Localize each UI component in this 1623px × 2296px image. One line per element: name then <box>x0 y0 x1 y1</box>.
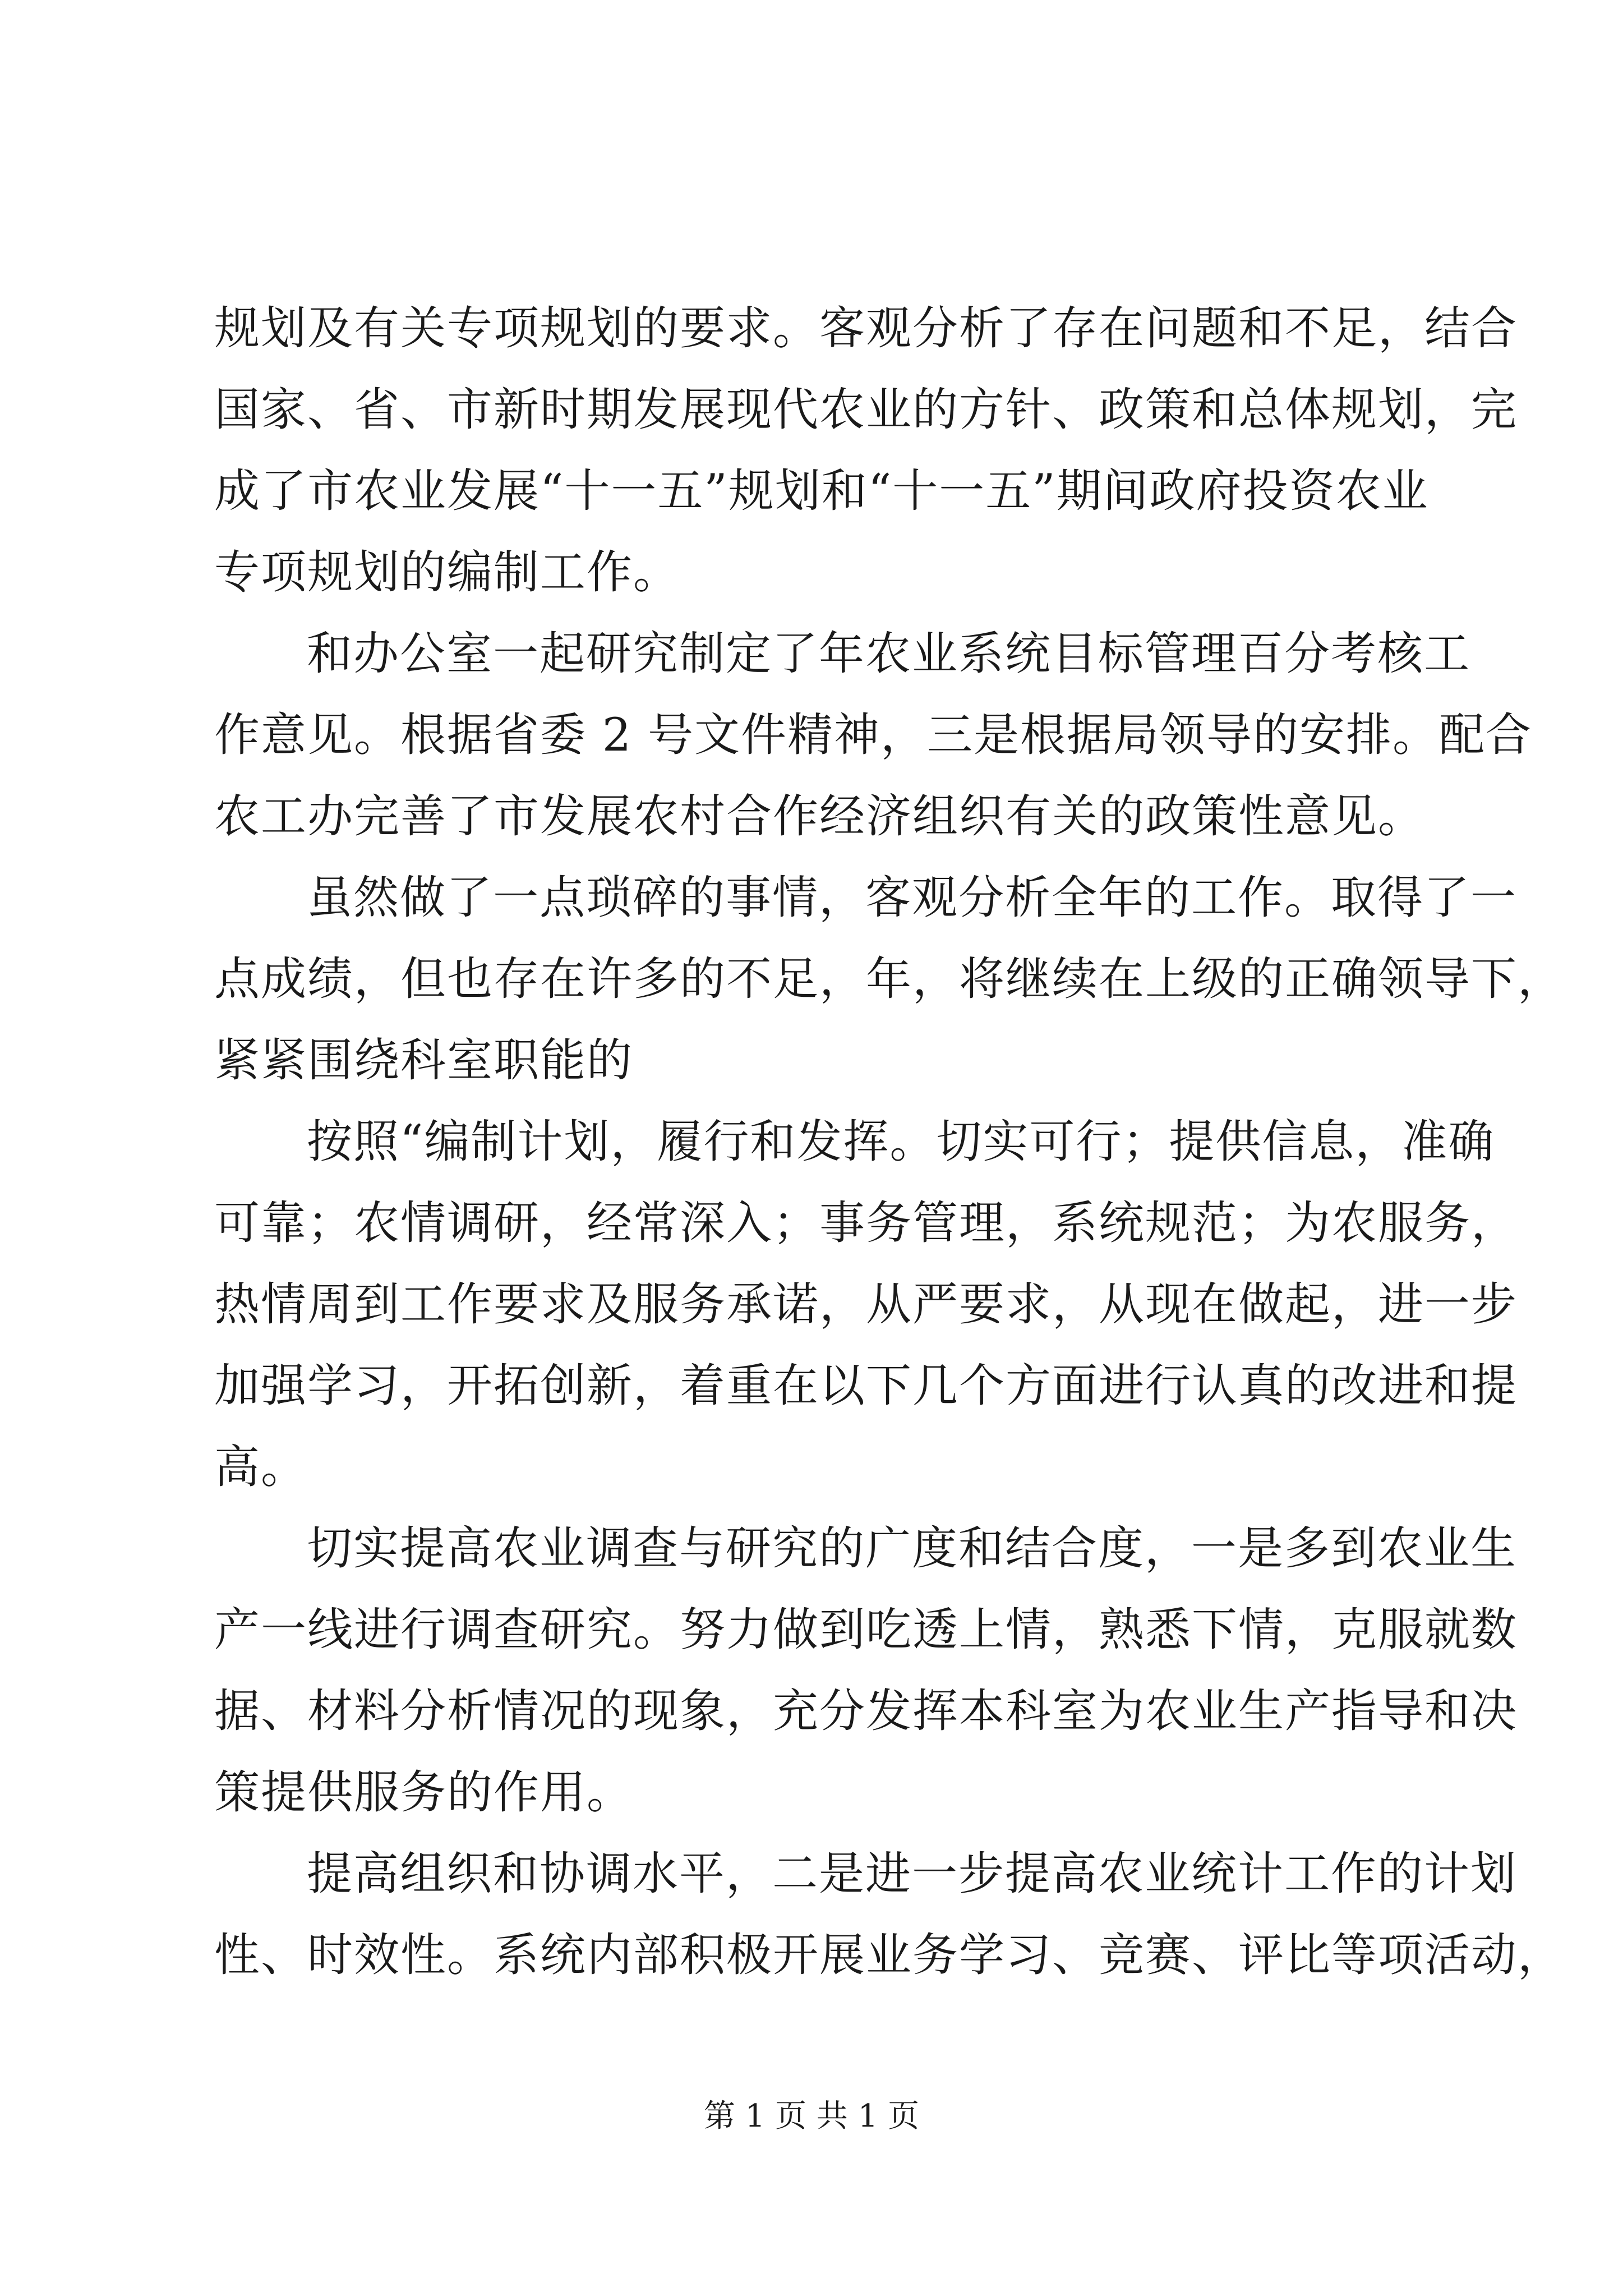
text-line: 成了市农业发展“十一五”规划和“十一五”期间政府投资农业 <box>214 465 1429 518</box>
page-footer <box>0 2097 1623 2136</box>
text-line: 国家、省、市新时期发展现代农业的方针、政策和总体规划，完 <box>214 384 1518 436</box>
text-line: 点成绩，但也存在许多的不足，年，将继续在上级的正确领导下， <box>214 953 1565 1006</box>
paragraph-first-line: 虽然做了一点琐碎的事情，客观分析全年的工作。取得了一 <box>307 872 1518 924</box>
paragraph-first-line: 提高组织和协调水平，二是进一步提高农业统计工作的计划 <box>307 1848 1518 1901</box>
document-body <box>214 292 1565 1993</box>
text-line: 据、材料分析情况的现象，充分发挥本科室为农业生产指导和决 <box>214 1685 1518 1738</box>
text-line: 规划及有关专项规划的要求。客观分析了存在问题和不足，结合 <box>214 302 1518 355</box>
paragraph-first-line: 切实提高农业调查与研究的广度和结合度，一是多到农业生 <box>307 1522 1518 1575</box>
paragraph-first-line: 按照“编制计划，履行和发挥。切实可行；提供信息，准确 <box>307 1116 1495 1168</box>
text-line: 可靠；农情调研，经常深入；事务管理，系统规范；为农服务， <box>214 1197 1518 1250</box>
text-line: 策提供服务的作用。 <box>214 1766 634 1819</box>
text-line: 专项规划的编制工作。 <box>214 546 680 599</box>
text-line: 高。 <box>214 1441 308 1494</box>
text-line: 作意见。根据省委 2 号文件精神，三是根据局领导的安排。配合 <box>214 709 1533 762</box>
text-line: 紧紧围绕科室职能的 <box>214 1034 634 1087</box>
text-line: 加强学习，开拓创新，着重在以下几个方面进行认真的改进和提 <box>214 1360 1518 1412</box>
text-line: 农工办完善了市发展农村合作经济组织有关的政策性意见。 <box>214 790 1425 843</box>
text-line: 热情周到工作要求及服务承诺，从严要求，从现在做起，进一步 <box>214 1278 1518 1331</box>
paragraph-first-line: 和办公室一起研究制定了年农业系统目标管理百分考核工 <box>307 628 1471 680</box>
text-line: 性、时效性。系统内部积极开展业务学习、竞赛、评比等项活动， <box>214 1929 1565 1982</box>
text-line: 产一线进行调查研究。努力做到吃透上情，熟悉下情，克服就数 <box>214 1604 1518 1657</box>
page-number-label: 第 1 页 共 1 页 <box>703 2098 920 2134</box>
